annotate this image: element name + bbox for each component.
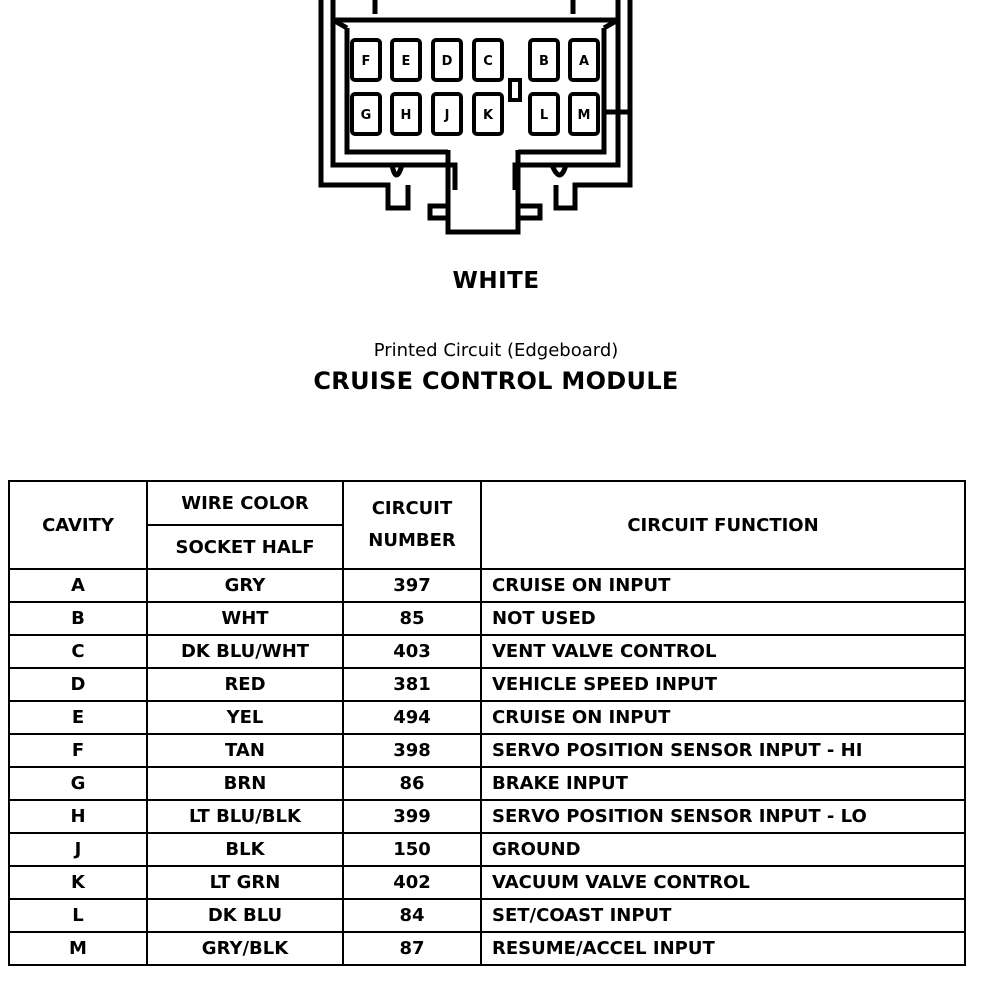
- wire-color-cell: BRN: [147, 767, 343, 800]
- table-row: [9, 734, 965, 767]
- table-row: [9, 932, 965, 965]
- header-circuit-function: CIRCUIT FUNCTION: [481, 481, 965, 569]
- table-row: [9, 602, 965, 635]
- circuit-number-cell: 84: [343, 899, 481, 932]
- pin-label-c: C: [483, 54, 493, 69]
- circuit-function-cell: CRUISE ON INPUT: [481, 569, 965, 602]
- table-row: [9, 899, 965, 932]
- circuit-function-cell: NOT USED: [481, 602, 965, 635]
- module-title: CRUISE CONTROL MODULE: [313, 367, 679, 395]
- pin-label-k: K: [482, 108, 494, 123]
- cavity-cell: K: [9, 866, 147, 899]
- module-subtitle: Printed Circuit (Edgeboard): [373, 340, 619, 361]
- circuit-function-cell: GROUND: [481, 833, 965, 866]
- cavity-cell: L: [9, 899, 147, 932]
- table-row: [9, 833, 965, 866]
- cavity-cell: C: [9, 635, 147, 668]
- pin-label-e: E: [401, 54, 411, 69]
- cavity-cell: B: [9, 602, 147, 635]
- circuit-function-cell: SET/COAST INPUT: [481, 899, 965, 932]
- wire-color-cell: DK BLU: [147, 899, 343, 932]
- circuit-number-cell: 399: [343, 800, 481, 833]
- circuit-function-cell: VENT VALVE CONTROL: [481, 635, 965, 668]
- header-cavity: CAVITY: [9, 481, 147, 569]
- circuit-number-cell: 87: [343, 932, 481, 965]
- table-row: [9, 701, 965, 734]
- header-wire-color: WIRE COLOR: [147, 481, 343, 525]
- circuit-function-cell: VACUUM VALVE CONTROL: [481, 866, 965, 899]
- table-row: [9, 569, 965, 602]
- circuit-number-cell: 494: [343, 701, 481, 734]
- cavity-cell: A: [9, 569, 147, 602]
- table-row: [9, 635, 965, 668]
- pin-label-j: J: [444, 108, 450, 123]
- circuit-number-cell: 402: [343, 866, 481, 899]
- pin-label-a: A: [578, 54, 590, 69]
- circuit-function-cell: VEHICLE SPEED INPUT: [481, 668, 965, 701]
- circuit-function-cell: SERVO POSITION SENSOR INPUT - HI: [481, 734, 965, 767]
- connector-color-label: WHITE: [452, 268, 540, 294]
- cavity-cell: D: [9, 668, 147, 701]
- circuit-number-cell: 86: [343, 767, 481, 800]
- pin-cavities: [352, 40, 598, 134]
- wire-color-cell: LT GRN: [147, 866, 343, 899]
- circuit-number-cell: 397: [343, 569, 481, 602]
- pinout-table: [8, 480, 966, 966]
- circuit-number-cell: 381: [343, 668, 481, 701]
- circuit-number-cell: 85: [343, 602, 481, 635]
- wire-color-cell: WHT: [147, 602, 343, 635]
- cavity-cell: J: [9, 833, 147, 866]
- cavity-cell: M: [9, 932, 147, 965]
- cavity-cell: E: [9, 701, 147, 734]
- table-row: [9, 800, 965, 833]
- circuit-function-cell: BRAKE INPUT: [481, 767, 965, 800]
- wire-color-cell: YEL: [147, 701, 343, 734]
- pin-label-f: F: [361, 54, 371, 69]
- header-socket-half: SOCKET HALF: [147, 525, 343, 569]
- circuit-function-cell: RESUME/ACCEL INPUT: [481, 932, 965, 965]
- circuit-number-cell: 398: [343, 734, 481, 767]
- circuit-number-cell: 403: [343, 635, 481, 668]
- wire-color-cell: DK BLU/WHT: [147, 635, 343, 668]
- pin-label-d: D: [441, 54, 453, 69]
- circuit-number-cell: 150: [343, 833, 481, 866]
- pin-label-l: L: [539, 108, 549, 123]
- wire-color-cell: BLK: [147, 833, 343, 866]
- circuit-function-cell: CRUISE ON INPUT: [481, 701, 965, 734]
- pin-label-h: H: [400, 108, 412, 123]
- table-row: [9, 767, 965, 800]
- wire-color-cell: GRY/BLK: [147, 932, 343, 965]
- pin-label-g: G: [360, 108, 372, 123]
- wire-color-cell: RED: [147, 668, 343, 701]
- table-row: [9, 668, 965, 701]
- connector-diagram: [0, 0, 992, 250]
- circuit-function-cell: SERVO POSITION SENSOR INPUT - LO: [481, 800, 965, 833]
- wire-color-cell: GRY: [147, 569, 343, 602]
- cavity-cell: F: [9, 734, 147, 767]
- pin-label-b: B: [539, 54, 549, 69]
- pin-label-m: M: [577, 108, 591, 123]
- table-row: [9, 866, 965, 899]
- wire-color-cell: TAN: [147, 734, 343, 767]
- cavity-cell: H: [9, 800, 147, 833]
- header-circuit-number: CIRCUIT NUMBER: [343, 481, 481, 569]
- wire-color-cell: LT BLU/BLK: [147, 800, 343, 833]
- cavity-cell: G: [9, 767, 147, 800]
- pinout-rows: [9, 569, 965, 965]
